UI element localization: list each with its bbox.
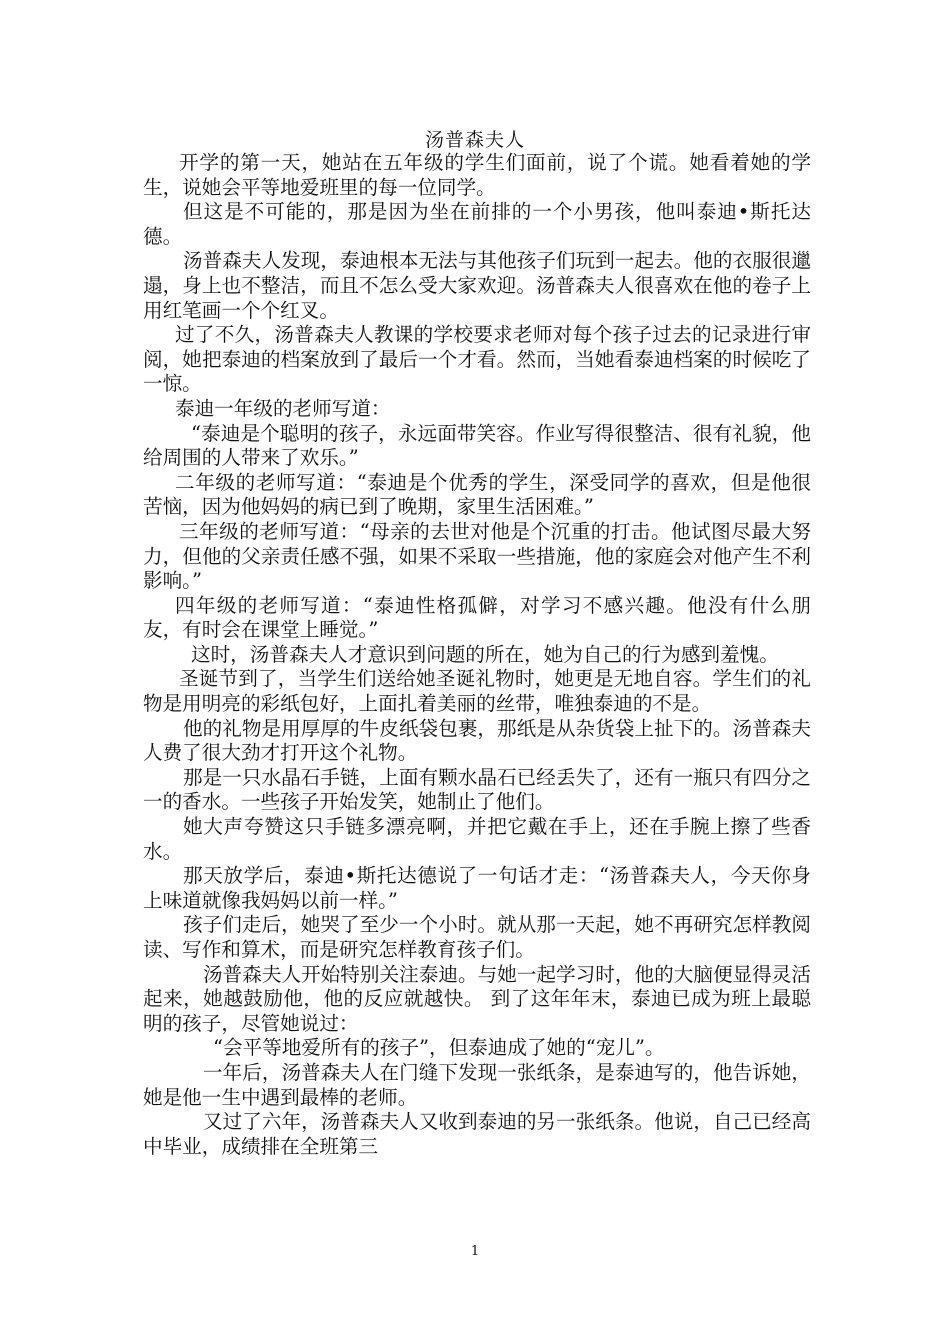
paragraph: 但这是不可能的，那是因为坐在前排的一个小男孩，他叫泰迪•斯托达德。: [143, 200, 811, 248]
document-body: [143, 151, 811, 1159]
paragraph: 圣诞节到了，当学生们送给她圣诞礼物时，她更是无地自容。学生们的礼物是用明亮的彩纸包好，上面扎着美丽的丝带，唯独泰迪的不是。: [143, 667, 811, 716]
paragraph: 他的礼物是用厚厚的牛皮纸袋包裹，那纸是从杂货袋上扯下的。汤普森夫人费了很大劲才打开这个礼物。: [143, 716, 811, 765]
paragraph: 四年级的老师写道：“泰迪性格孤僻，对学习不感兴趣。他没有什么朋友，有时会在课堂上睡觉。”: [143, 593, 811, 642]
paragraph: 又过了六年，汤普森夫人又收到泰迪的另一张纸条。他说，自己已经高中毕业，成绩排在全班第三: [143, 1110, 811, 1158]
paragraph: 孩子们走后，她哭了至少一个小时。就从那一天起，她不再研究怎样教阅读、写作和算术，而是研究怎样教育孩子们。: [143, 913, 811, 961]
paragraph: 开学的第一天，她站在五年级的学生们面前，说了个谎。她看着她的学生，说她会平等地爱班里的每一位同学。: [143, 151, 811, 199]
paragraph: 过了不久，汤普森夫人教课的学校要求老师对每个孩子过去的记录进行审阅，她把泰迪的档案放到了最后一个才看。然而，当她看泰迪档案的时候吃了一惊。: [143, 323, 811, 396]
document-title: 汤普森夫人: [424, 129, 525, 151]
paragraph: 那是一只水晶石手链，上面有颗水晶石已经丢失了，还有一瓶只有四分之一的香水。一些孩子开始发笑，她制止了他们。: [143, 765, 811, 814]
paragraph: 汤普森夫人开始特别关注泰迪。与她一起学习时，他的大脑便显得灵活起来，她越鼓励他，他的反应就越快。 到了这年年末，泰迪已成为班上最聪明的孩子，尽管她说过：: [143, 962, 811, 1035]
page-number: 1: [470, 1244, 480, 1259]
paragraph: 泰迪一年级的老师写道：: [175, 396, 391, 420]
paragraph: 一年后，汤普森夫人在门缝下发现一张纸条，是泰迪写的，他告诉她，她是他一生中遇到最棒的老师。: [143, 1060, 811, 1109]
paragraph: 二年级的老师写道：“泰迪是个优秀的学生，深受同学的喜欢，但是他很苦恼，因为他妈妈的病已到了晚期，家里生活困难。”: [143, 470, 811, 519]
paragraph: 汤普森夫人发现，泰迪根本无法与其他孩子们玩到一起去。他的衣服很邋遢，身上也不整洁，而且不怎么受大家欢迎。汤普森夫人很喜欢在他的卷子上用红笔画一个个红叉。: [143, 249, 811, 322]
paragraph: “会平等地爱所有的孩子”，但泰迪成了她的“宠儿”。: [213, 1036, 665, 1060]
paragraph: “泰迪是个聪明的孩子，永远面带笑容。作业写得很整洁、很有礼貌，他给周围的人带来了欢乐。”: [143, 421, 811, 470]
paragraph: 那天放学后，泰迪•斯托达德说了一句话才走：“汤普森夫人，今天你身上味道就像我妈妈以前一样。”: [143, 864, 811, 912]
paragraph: 她大声夸赞这只手链多漂亮啊，并把它戴在手上，还在手腕上擦了些香水。: [143, 815, 811, 863]
paragraph: 这时，汤普森夫人才意识到问题的所在，她为自己的行为感到羞愧。: [191, 642, 779, 666]
paragraph: 三年级的老师写道：“母亲的去世对他是个沉重的打击。他试图尽最大努力，但他的父亲责任感不强，如果不采取一些措施，他的家庭会对他产生不利影响。”: [143, 519, 811, 593]
